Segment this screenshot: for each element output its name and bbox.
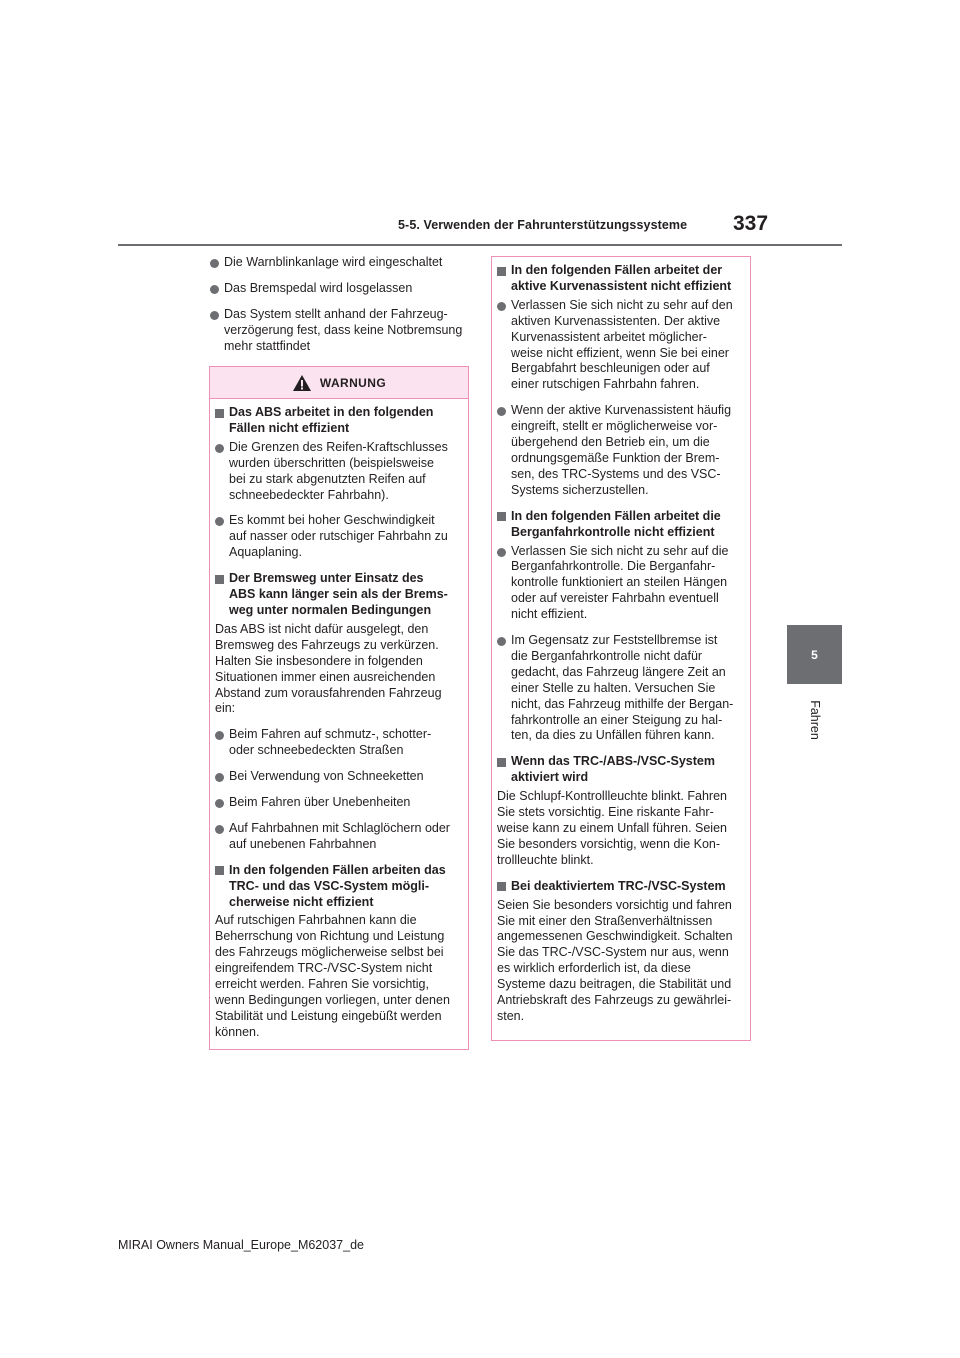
section-heading: Der Bremsweg unter Einsatz des ABS kann länger sein als der Brems- weg unter normalen Bedingungen <box>215 571 460 619</box>
caution-box <box>491 256 751 1041</box>
section-paragraph: Seien Sie besonders vorsichtig und fahren Sie mit einer den Straßenverhältnissen angemessenen Geschwindigkeit. Schalten Sie das TRC-/VSC-System nur aus, wenn es wirklich erforderlich ist, da diese Systeme dazu beitragen, die Stabilität und Antriebskraft des Fahrzeugs zu gewährlei- sten. <box>497 897 733 1023</box>
caution-content <box>492 257 750 1025</box>
section-heading: Das ABS arbeitet in den folgenden Fällen nicht effizient <box>215 405 460 437</box>
section-bullet: Es kommt bei hoher Geschwindigkeit auf nasser oder rutschiger Fahrbahn zu Aquaplaning. <box>215 513 460 561</box>
section-bullet: Die Grenzen des Reifen-Kraftschlusses wurden überschritten (beispielsweise bei zu stark abgenutzten Reifen auf schneebedeckter Fahrbahn). <box>215 440 460 504</box>
section-title: 5-5. Verwenden der Fahrunterstützungssysteme <box>398 218 688 232</box>
warning-content <box>210 399 468 1041</box>
intro-bullet: Das Bremspedal wird losgelassen <box>210 281 472 297</box>
section-bullet: Verlassen Sie sich nicht zu sehr auf den aktiven Kurvenassistenten. Der aktive Kurvenassistent arbeitet möglicher- weise nicht effizient, wenn Sie bei einer Bergabfahrt beschleunigen oder auf einer rutschigen Fahrbahn fahren. <box>497 298 742 393</box>
section-bullet: Auf Fahrbahnen mit Schlaglöchern oder auf unebenen Fahrbahnen <box>215 821 460 853</box>
section-bullet: Beim Fahren auf schmutz-, schotter- oder schneebedeckten Straßen <box>215 727 460 759</box>
section-paragraph: Auf rutschigen Fahrbahnen kann die Beherrschung von Richtung und Leistung des Fahrzeugs möglicherweise selbst bei eingreifendem TRC-/VSC-System nicht erreicht werden. Fahren Sie vorsichtig, wenn Bedingungen vorliegen, unter denen Stabilität und Leistung eingebüßt werden können. <box>215 913 450 1039</box>
section-heading: In den folgenden Fällen arbeitet der aktive Kurvenassistent nicht effizient <box>497 263 742 295</box>
chapter-tab <box>787 625 842 684</box>
section-bullet: Verlassen Sie sich nicht zu sehr auf die Berganfahrkontrolle. Die Berganfahr- kontrolle funktioniert an steilen Hängen oder auf vereister Fahrbahn eventuell nicht effizient. <box>497 544 742 624</box>
section-heading: In den folgenden Fällen arbeitet die Berganfahrkontrolle nicht effizient <box>497 509 742 541</box>
intro-bullet: Das System stellt anhand der Fahrzeug- verzögerung fest, dass keine Notbremsung mehr stattfindet <box>210 307 472 355</box>
intro-bullet-list <box>210 255 472 365</box>
section-heading: Wenn das TRC-/ABS-/VSC-System aktiviert wird <box>497 754 742 786</box>
chapter-label-text: Fahren <box>808 700 822 740</box>
intro-bullet: Die Warnblinkanlage wird eingeschaltet <box>210 255 472 271</box>
chapter-number: 5 <box>811 647 818 662</box>
section-bullet: Beim Fahren über Unebenheiten <box>215 795 460 811</box>
page-number: 337 <box>733 212 769 235</box>
section-bullet: Im Gegensatz zur Feststellbremse ist die Berganfahrkontrolle nicht dafür gedacht, das Fahrzeug längere Zeit an einer Stelle zu halten. Versuchen Sie nicht, das Fahrzeug mithilfe der Bergan- fahrkontrolle an einer Steigung zu hal- ten, da dies zu Unfällen führen kann. <box>497 633 742 744</box>
chapter-label <box>795 690 835 750</box>
warning-box <box>209 366 469 1050</box>
section-bullet: Bei Verwendung von Schneeketten <box>215 769 460 785</box>
warning-triangle-icon <box>292 374 312 392</box>
warning-title: WARNUNG <box>319 376 387 390</box>
section-bullet: Wenn der aktive Kurvenassistent häufig eingreift, stellt er möglicherweise vor- übergehend den Betrieb ein, um die ordnungsgemäße Funktion der Brem- sen, des TRC-Systems und des VSC- Systems sicherzustellen. <box>497 403 742 498</box>
header-rule <box>118 244 842 246</box>
section-paragraph: Die Schlupf-Kontrollleuchte blinkt. Fahren Sie stets vorsichtig. Eine riskante Fahr- weise kann zu einem Unfall führen. Seien Sie besonders vorsichtig, wenn die Kon- trollleuchte blinkt. <box>497 789 727 867</box>
section-heading: In den folgenden Fällen arbeiten das TRC- und das VSC-System mögli- cherweise nicht effizient <box>215 863 460 911</box>
section-heading: Bei deaktiviertem TRC-/VSC-System <box>497 879 742 895</box>
warning-header <box>210 367 468 399</box>
section-paragraph: Das ABS ist nicht dafür ausgelegt, den Bremsweg des Fahrzeugs zu verkürzen. Halten Sie insbesondere in folgenden Situationen immer einen ausreichenden Abstand zum vorausfahrenden Fahrzeug ein: <box>215 621 442 716</box>
footer-text: MIRAI Owners Manual_Europe_M62037_de <box>118 1238 364 1252</box>
